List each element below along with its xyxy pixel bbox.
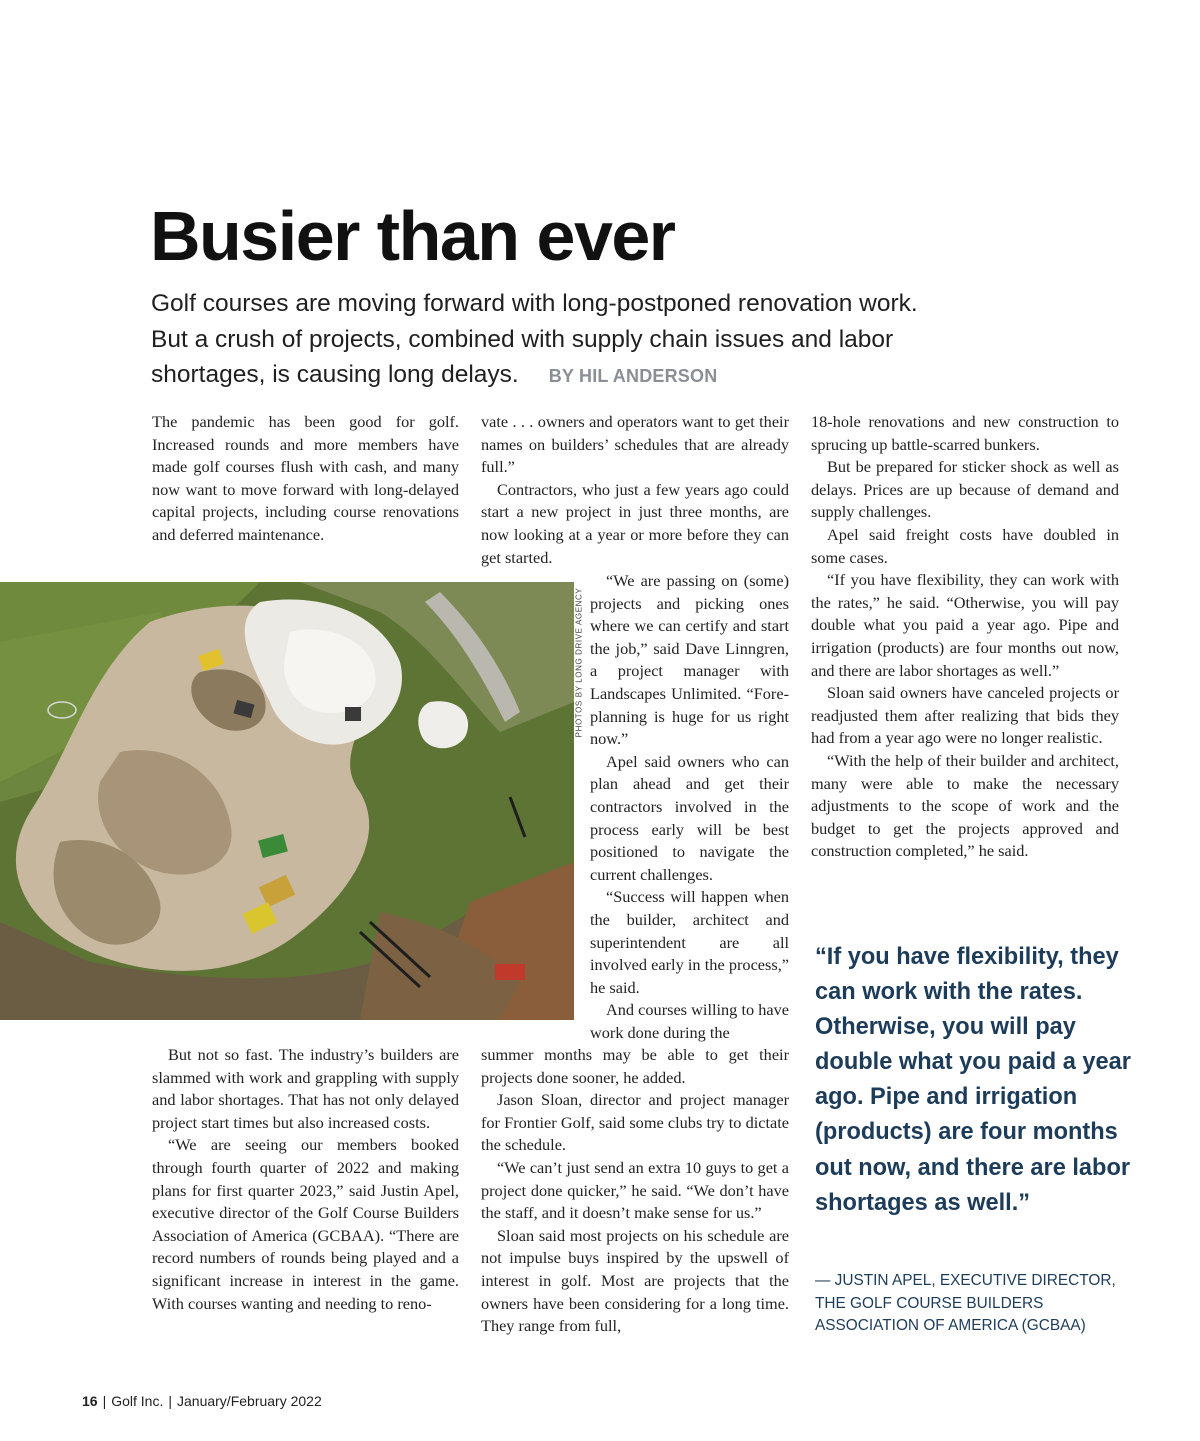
body-paragraph: The pandemic has been good for golf. Increased rounds and more members have made golf courses flush with cash, and many now want to move forward with long-delayed capital projects, including course renovations and deferred maintenance. xyxy=(152,412,459,544)
deck-line-last xyxy=(151,357,1051,395)
body-paragraph: “Success will happen when the builder, architect and superintendent are all involved early in the process,” he said. xyxy=(590,887,789,997)
body-column-2-bottom xyxy=(481,1044,789,1338)
body-paragraph: But be prepared for sticker shock as well as delays. Prices are up because of demand and supply challenges. xyxy=(811,457,1119,522)
body-paragraph: Sloan said most projects on his schedule are not impulse buys inspired by the upswell of interest in golf. Most are projects that the owners have been considering for a long time. They range from full, xyxy=(481,1225,789,1336)
body-paragraph: Contractors, who just a few years ago could start a new project in just three months, are now looking at a year or more before they can get started. xyxy=(481,479,789,567)
page-number: 16 xyxy=(82,1393,98,1409)
body-paragraph: “We can’t just send an extra 10 guys to get a project done quicker,” he said. “We don’t have the staff, and it doesn’t make sense for us.” xyxy=(481,1157,789,1223)
publication-name: Golf Inc. xyxy=(111,1393,164,1409)
attribution-line: THE GOLF COURSE BUILDERS xyxy=(815,1294,1044,1312)
pull-quote-attribution xyxy=(815,1270,1135,1338)
photo-credit xyxy=(572,582,586,742)
headline: Busier than ever xyxy=(150,197,675,275)
aerial-photo xyxy=(0,582,574,1020)
body-paragraph: Sloan said owners have canceled projects or readjusted them after realizing that bids they had from a year ago were no longer realistic. xyxy=(811,683,1119,748)
deck-line-text: shortages, is causing long delays. xyxy=(151,361,519,388)
body-paragraph: summer months may be able to get their projects done sooner, he added. xyxy=(481,1045,789,1087)
pull-quote: “If you have flexibility, they can work with the rates. Otherwise, you will pay double what you paid a year ago. Pipe and irrigation (products) are four months out now, and there are labor shortages as well.” xyxy=(815,944,1131,1216)
page-footer xyxy=(82,1393,322,1409)
deck-line: But a crush of projects, combined with supply chain issues and labor xyxy=(151,325,894,353)
footer-separator: | xyxy=(102,1393,107,1409)
aerial-golf-course-renovation-image xyxy=(0,582,574,1020)
deck-line: Golf courses are moving forward with long-postponed renovation work. xyxy=(151,290,918,317)
body-paragraph: vate . . . owners and operators want to get their names on builders’ schedules that are already full.” xyxy=(481,412,789,477)
body-paragraph: Jason Sloan, director and project manager for Frontier Golf, said some clubs try to dictate the schedule. xyxy=(481,1090,789,1155)
body-column-1-bottom xyxy=(152,1044,459,1315)
body-paragraph: “We are passing on (some) projects and picking ones where we can certify and start the job,” said Dave Linngren, a project manager with Landscapes Unlimited. “Fore-planning is huge for us right now.” xyxy=(590,571,789,749)
attribution-line: ASSOCIATION OF AMERICA (GCBAA) xyxy=(815,1317,1086,1335)
body-paragraph: “If you have flexibility, they can work with the rates,” he said. “Otherwise, you will pay double what you paid a year ago. Pipe and irrigation (products) are four months out now, and there are labor shortages as well.” xyxy=(811,570,1119,680)
body-paragraph: 18-hole renovations and new construction to sprucing up battle-scarred bunkers. xyxy=(811,412,1119,454)
byline: BY HIL ANDERSON xyxy=(548,366,718,386)
body-paragraph: “With the help of their builder and architect, many were able to make the necessary adjustments to the scope of work and the budget to get the projects approved and construction completed,” he said. xyxy=(811,750,1119,861)
body-column-2-beside-photo xyxy=(590,570,789,1044)
body-paragraph: And courses willing to have work done during the xyxy=(590,1000,789,1042)
issue-date: January/February 2022 xyxy=(177,1393,322,1409)
photo-credit-text: PHOTOS BY LONG DRIVE AGENCY xyxy=(574,587,584,737)
body-column-3 xyxy=(811,411,1119,863)
body-paragraph: Apel said freight costs have doubled in some cases. xyxy=(811,524,1119,567)
body-column-2-top xyxy=(481,411,789,569)
body-paragraph: Apel said owners who can plan ahead and get their contractors involved in the process early will be best positioned to navigate the current challenges. xyxy=(590,751,789,884)
body-paragraph: But not so fast. The industry’s builders are slammed with work and grappling with supply and labor shortages. That has not only delayed project start times but also increased costs. xyxy=(152,1045,459,1132)
body-column-1-top xyxy=(152,411,459,547)
attribution-line: — JUSTIN APEL, EXECUTIVE DIRECTOR, xyxy=(815,1272,1116,1289)
body-paragraph: “We are seeing our members booked through fourth quarter of 2022 and making plans for first quarter 2023,” said Justin Apel, executive director of the Golf Course Builders Association of America (GCBAA). “There are record numbers of rounds being played and a significant increase in interest in the game. With courses wanting and needing to reno- xyxy=(152,1135,459,1313)
footer-separator: | xyxy=(168,1393,172,1409)
deck xyxy=(151,286,1051,395)
